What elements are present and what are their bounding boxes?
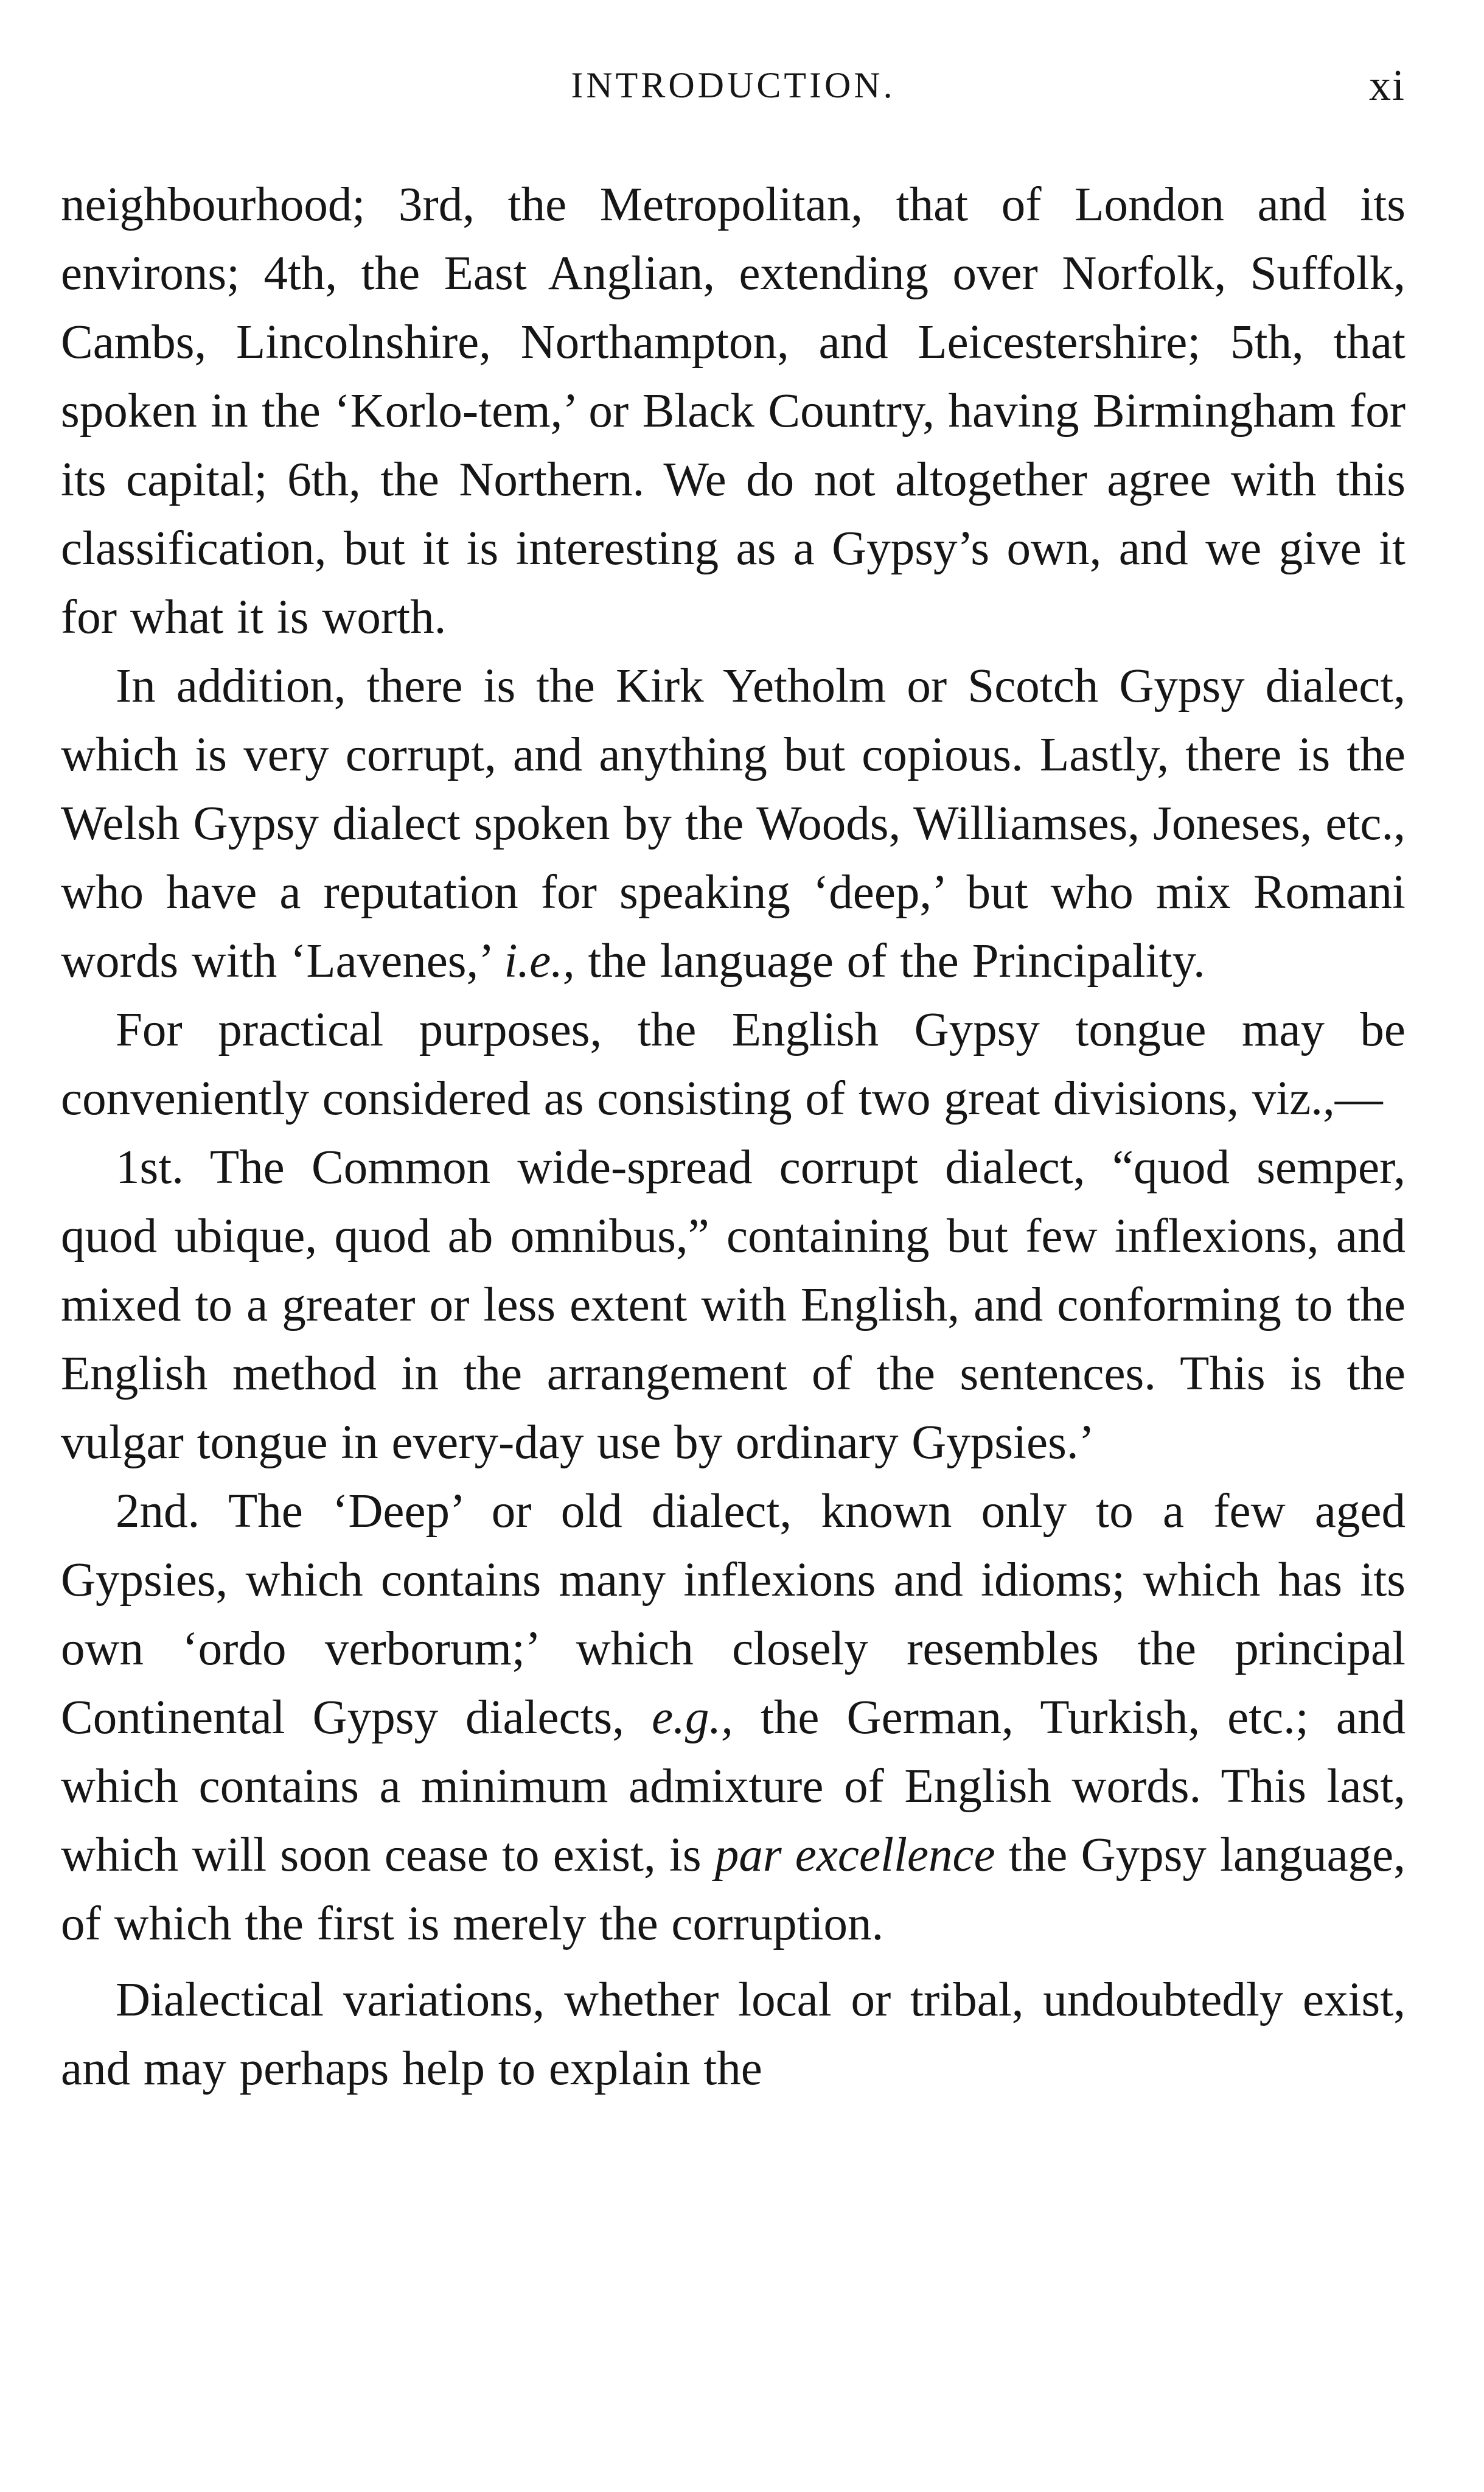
- text-run: the Gypsy language, of which the first is merely the corruption.: [61, 1829, 1406, 1950]
- text-run: 2nd. The ‘Deep’ or old dialect, known only to a few aged Gypsies, which contains many inflexions and idioms; which has its own ‘ordo verborum;’ which closely resembles the principal Continental Gypsy dialects,: [61, 1485, 1406, 1744]
- paragraph-first-division: [61, 1133, 1406, 1477]
- paragraph-continuation: [61, 170, 1406, 652]
- text-run: neighbourhood; 3rd, the Metropolitan, that of London and its environs; 4th, the East Anglian, extending over Norfolk, Suffolk, Cambs, Lincolnshire, Northampton, and Leicestershire; 5th, that spoken in the ‘Korlo-tem,’ or Black Country, having Birmingham for its capital; 6th, the Northern. We do not altogether agree with this classification, but it is interesting as a Gypsy’s own, and we give it for what it is worth.: [61, 178, 1406, 644]
- paragraph-kirk-yetholm: [61, 652, 1406, 996]
- page-number: xi: [1368, 61, 1406, 110]
- text-run: Dialectical variations, whether local or tribal, undoubtedly exist, and may perhaps help to explain the: [61, 1974, 1406, 2095]
- paragraph-dialectical-variations: [61, 1966, 1406, 2103]
- italic-abbreviation: e.g.,: [652, 1691, 733, 1744]
- italic-abbreviation: i.e.,: [504, 935, 575, 988]
- text-run: 1st. The Common wide-spread corrupt dialect, “quod semper, quod ubique, quod ab omnibus,” containing but few inflexions, and mixed to a greater or less extent with English, and conforming to the English method in the arrangement of the sentences. This is the vulgar tongue in every-day use by ordinary Gypsies.’: [61, 1141, 1406, 1469]
- text-run: In addition, there is the Kirk Yetholm or Scotch Gypsy dialect, which is very corrupt, and anything but copious. Lastly, there is the Welsh Gypsy dialect spoken by the Woods, Williamses, Joneses, etc., who have a reputation for speaking ‘deep,’ but who mix Romani words with ‘Lavenes,’: [61, 660, 1406, 988]
- paragraph-second-division: [61, 1477, 1406, 1958]
- text-run: For practical purposes, the English Gypsy tongue may be conveniently considered as consisting of two great divisions, viz.,—: [61, 1003, 1406, 1125]
- running-head: [61, 58, 1406, 113]
- text-run: the language of the Principality.: [574, 935, 1205, 988]
- text-run: the German, Turkish, etc.; and which contains a minimum admixture of English words. This last, which will soon cease to exist, is: [61, 1691, 1406, 1882]
- paragraph-practical-purposes: [61, 996, 1406, 1133]
- body-text: [61, 170, 1406, 2103]
- italic-phrase: par excellence: [714, 1829, 995, 1882]
- running-title: INTRODUCTION.: [571, 65, 896, 105]
